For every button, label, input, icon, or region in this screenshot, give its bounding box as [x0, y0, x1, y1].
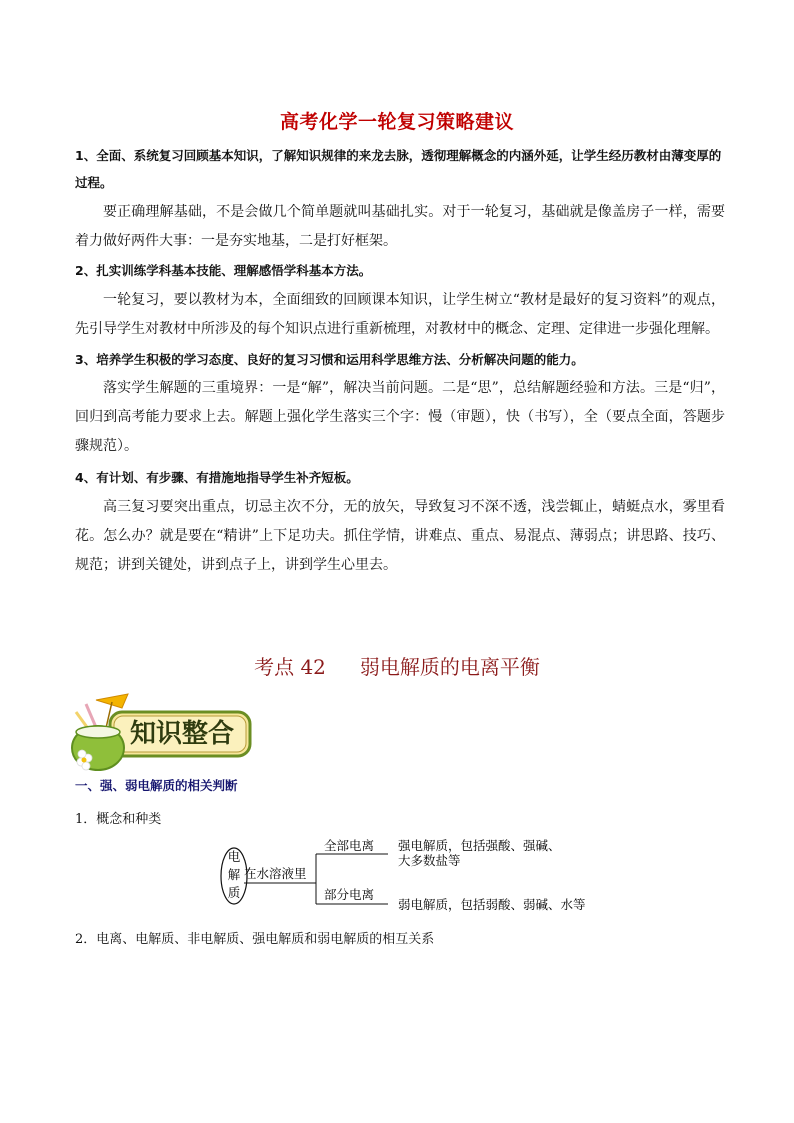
- root-char-3: 质: [227, 885, 241, 900]
- page-title: 高考化学一轮复习策略建议: [279, 111, 514, 133]
- branch-1-result-line2: 大多数盐等: [398, 853, 461, 868]
- branch-2-result-line1: 弱电解质，包括弱酸、弱碱、水等: [398, 897, 586, 912]
- branch-1-label: 全部电离: [324, 838, 375, 853]
- strategy-1-body: 要正确理解基础，不是会做几个简单题就叫基础扎实。对于一轮复习，基础就是像盖房子一样，需要着力做好两件大事：一是夯实地基，二是打好框架。: [75, 204, 725, 249]
- strategy-1-heading: 1、全面、系统复习回顾基本知识，了解知识规律的来龙去脉，透彻理解概念的内涵外延，让学生经历教材由薄变厚的过程。: [75, 148, 722, 190]
- strategy-4-heading: 4、有计划、有步骤、有措施地指导学生补齐短板。: [75, 470, 359, 485]
- strategy-3-body: 落实学生解题的三重境界：一是“解”，解决当前问题。二是“思”，总结解题经验和方法。三是“归”，回归到高考能力要求上去。解题上强化学生落实三个字：慢（审题），快（书写），全（要点全面，答题步骤规范）。: [75, 380, 725, 454]
- root-char-1: 电: [227, 849, 241, 864]
- section-label: 考点 42: [254, 655, 326, 679]
- electrolyte-diagram: [200, 830, 620, 920]
- condition-label: 在水溶液里: [244, 866, 307, 881]
- subsection-title: 一、强、弱电解质的相关判断: [75, 778, 238, 793]
- item-2: 2．电离、电解质、非电解质、强电解质和弱电解质的相互关系: [75, 932, 435, 947]
- strategy-4-body: 高三复习要突出重点，切忌主次不分，无的放矢，导致复习不深不透，浅尝辄止，蜻蜓点水，雾里看花。怎么办？就是要在“精讲”上下足功夫。抓住学情，讲难点、重点、易混点、薄弱点；讲思路、技巧、规范；讲到关键处，讲到点子上，讲到学生心里去。: [75, 499, 725, 573]
- section-title: [0, 651, 794, 680]
- badge-text: 知识整合: [129, 719, 235, 749]
- root-char-2: 解: [227, 867, 241, 882]
- strategy-2-body: 一轮复习，要以教材为本，全面细致的回顾课本知识，让学生树立“教材是最好的复习资料”的观点，先引导学生对教材中所涉及的每个知识点进行重新梳理，对教材中的概念、定理、定律进一步强化理解。: [75, 292, 725, 337]
- section-name: 弱电解质的电离平衡: [359, 655, 540, 679]
- strategy-3-heading: 3、培养学生积极的学习态度、良好的复习习惯和运用科学思维方法、分析解决问题的能力。: [75, 352, 584, 367]
- item-1: 1．概念和种类: [75, 812, 162, 827]
- coconut-drink-icon: [70, 692, 260, 774]
- branch-2-label: 部分电离: [324, 887, 375, 902]
- strategy-2-heading: 2、扎实训练学科基本技能、理解感悟学科基本方法。: [75, 263, 372, 278]
- branch-1-result-line1: 强电解质，包括强酸、强碱、: [398, 838, 561, 853]
- knowledge-badge: [70, 692, 260, 774]
